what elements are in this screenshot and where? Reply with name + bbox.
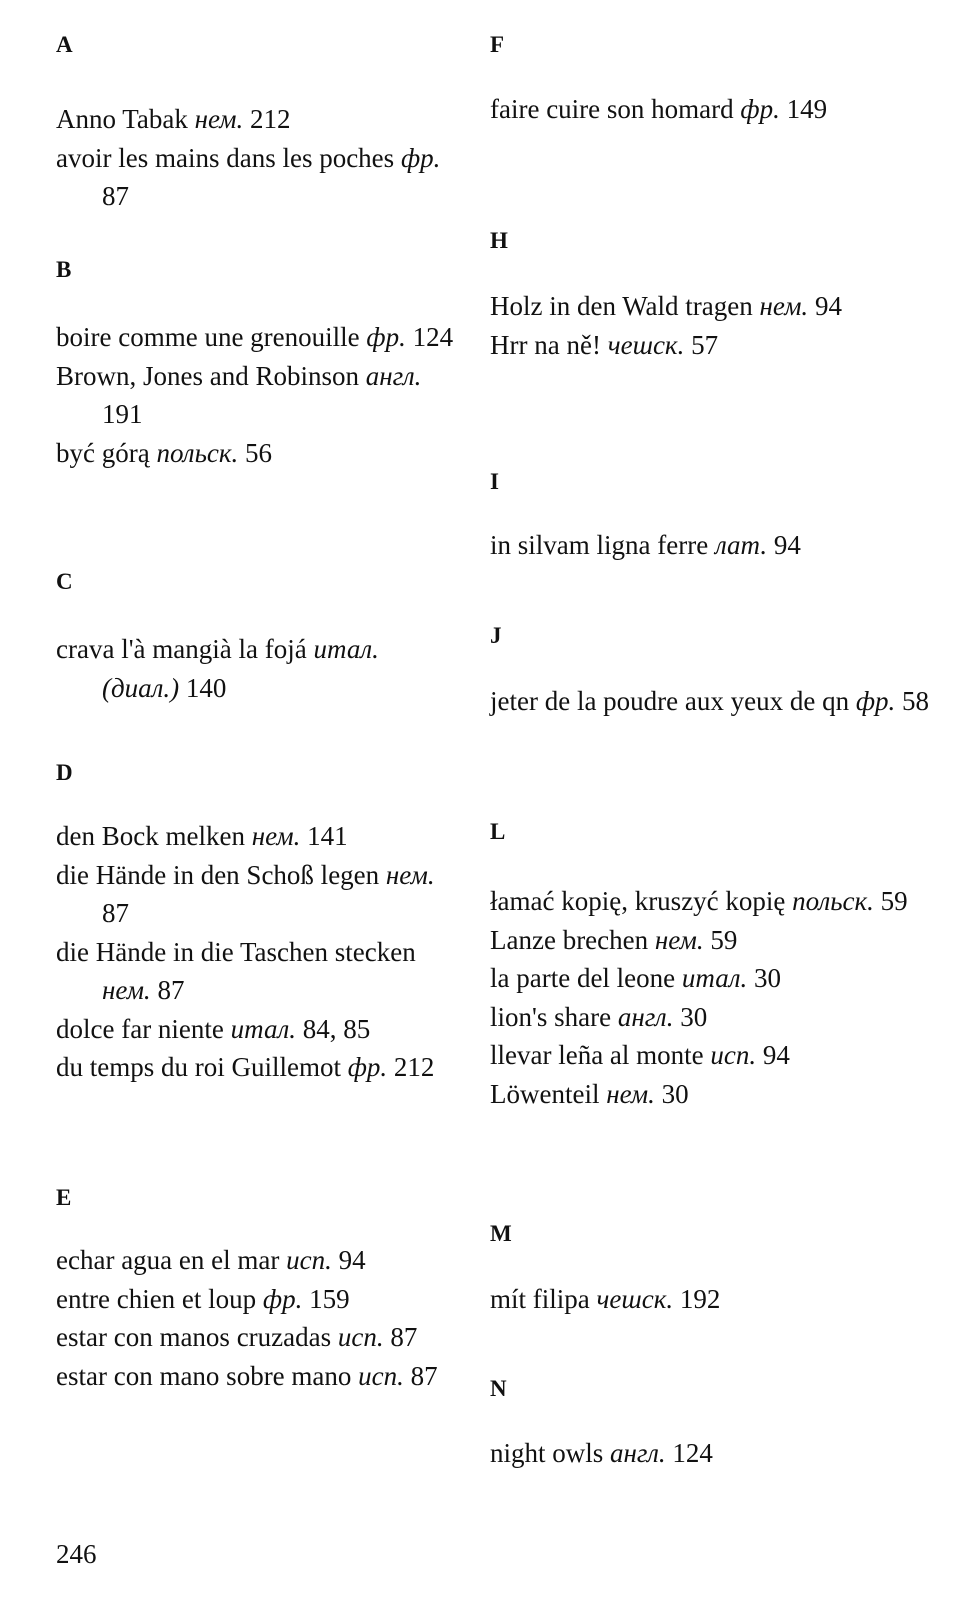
entry-pages: 58 [902, 686, 930, 716]
entry-language: лат. [714, 530, 768, 560]
index-entry [56, 1357, 456, 1396]
entry-list-e [56, 1241, 456, 1395]
entry-pages: 59 [710, 924, 738, 955]
entry-pages: 94 [762, 1040, 790, 1070]
entry-term: mít filipa [490, 1284, 590, 1314]
entry-term: być górą [56, 437, 150, 468]
index-entry [490, 1036, 930, 1075]
index-entry [56, 1318, 456, 1357]
entry-language: англ. [365, 360, 422, 391]
entry-list-m [490, 1280, 930, 1319]
section-letter-l: L [490, 819, 506, 844]
entry-pages: 84, 85 [302, 1013, 371, 1044]
entry-language: нем. [385, 859, 435, 890]
entry-language: англ. [617, 1001, 674, 1032]
entry-language: фр. [855, 686, 896, 716]
index-entry [490, 959, 930, 998]
entry-term: Holz in den Wald tragen [490, 291, 753, 321]
entry-pages: 87 [157, 975, 185, 1005]
entry-language: фр. [262, 1283, 303, 1314]
entry-list-c [56, 630, 456, 707]
index-entry [490, 998, 930, 1037]
index-entry [490, 1434, 930, 1473]
entry-term: crava l'à mangià la fojá [56, 634, 307, 664]
entry-term: entre chien et loup [56, 1283, 257, 1314]
index-entry [490, 682, 930, 721]
entry-language: фр. [366, 322, 406, 352]
page-number: 246 [56, 1539, 97, 1569]
index-entry [490, 526, 930, 565]
entry-pages: 30 [754, 963, 782, 993]
index-entry [56, 1010, 456, 1049]
entry-list-a [56, 100, 456, 216]
entry-pages: 159 [309, 1283, 350, 1314]
section-letter-h: H [490, 228, 508, 253]
section-letter-i: I [490, 469, 499, 494]
entry-term: avoir les mains dans les poches [56, 142, 395, 173]
entry-term: Hrr na ně! [490, 329, 601, 360]
section-letter-d: D [56, 760, 73, 785]
entry-term: Anno Tabak [56, 104, 188, 134]
entry-language: исп. [337, 1322, 384, 1352]
index-entry [490, 1075, 930, 1114]
entry-language: фр. [347, 1052, 388, 1082]
index-entry [490, 921, 930, 960]
entry-list-l [490, 882, 930, 1113]
index-entry [490, 90, 930, 129]
entry-pages: 56 [244, 437, 272, 468]
entry-language: итал. [230, 1013, 297, 1044]
entry-term: Brown, Jones and Robinson [56, 360, 359, 391]
entry-list-i [490, 526, 930, 565]
entry-pages: 212 [393, 1052, 435, 1082]
entry-language: фр. [740, 94, 780, 124]
entry-term: in silvam ligna ferre [490, 530, 709, 560]
entry-list-j [490, 682, 930, 721]
index-entry [56, 1048, 456, 1087]
section-letter-f: F [490, 32, 505, 57]
entry-language: нем. [759, 291, 809, 321]
entry-language: исп. [286, 1245, 332, 1275]
entry-term: dolce far niente [56, 1013, 224, 1044]
section-letter-m: M [490, 1221, 512, 1246]
entry-list-f [490, 90, 930, 129]
entry-term: den Bock melken [56, 821, 245, 851]
entry-language: итал. (диал.) [102, 634, 379, 703]
entry-pages: 192 [679, 1284, 721, 1314]
entry-term: boire comme une grenouille [56, 322, 360, 352]
entry-pages: 87 [102, 181, 129, 211]
entry-term: łamać kopię, kruszyć kopię [490, 886, 786, 916]
index-entry [56, 1280, 456, 1319]
index-entry [490, 287, 930, 326]
entry-pages: 57 [691, 329, 719, 360]
entry-term: estar con mano sobre mano [56, 1360, 352, 1391]
entry-list-n [490, 1434, 930, 1473]
entry-pages: 94 [773, 530, 801, 560]
index-entry [490, 882, 930, 921]
section-letter-c: C [56, 569, 73, 594]
entry-language: польск. [156, 437, 239, 468]
entry-pages: 87 [410, 1360, 438, 1391]
section-letter-n: N [490, 1376, 507, 1401]
entry-language: польск. [792, 886, 874, 916]
entry-language: нем. [102, 975, 151, 1005]
index-entry [490, 1280, 930, 1319]
entry-term: llevar leña al monte [490, 1040, 704, 1070]
entry-term: jeter de la poudre aux yeux de qn [490, 686, 850, 716]
entry-pages: 30 [661, 1078, 689, 1109]
entry-pages: 87 [390, 1322, 418, 1352]
index-entry [490, 326, 930, 365]
entry-pages: 124 [672, 1438, 713, 1468]
entry-term: echar agua en el mar [56, 1245, 280, 1275]
entry-term: lion's share [490, 1001, 612, 1032]
index-entry [56, 630, 456, 707]
entry-language: исп. [358, 1360, 404, 1391]
index-entry [56, 817, 456, 856]
index-entry [56, 1241, 456, 1280]
entry-term: la parte del leone [490, 963, 676, 993]
entry-language: чешск. [607, 329, 685, 360]
entry-list-b [56, 318, 456, 472]
entry-term: night owls [490, 1438, 604, 1468]
entry-language: фр. [400, 142, 441, 173]
entry-pages: 94 [814, 291, 842, 321]
section-letter-e: E [56, 1185, 72, 1210]
index-entry [56, 856, 456, 933]
entry-language: нем. [606, 1078, 655, 1109]
index-entry [56, 318, 456, 357]
entry-pages: 140 [185, 672, 227, 703]
entry-pages: 191 [102, 399, 143, 429]
section-letter-b: B [56, 257, 72, 282]
entry-list-d [56, 817, 456, 1087]
entry-term: estar con manos cruzadas [56, 1322, 332, 1352]
entry-term: die Hände in die Taschen stecken [56, 936, 416, 967]
entry-language: итал. [681, 963, 748, 993]
index-entry [56, 100, 456, 139]
entry-pages: 94 [338, 1245, 366, 1275]
index-entry [56, 434, 456, 473]
entry-term: die Hände in den Schoß legen [56, 859, 380, 890]
index-entry [56, 357, 456, 434]
entry-language: нем. [194, 104, 244, 134]
entry-language: чешск. [596, 1284, 674, 1314]
entry-term: du temps du roi Guillemot [56, 1052, 341, 1082]
entry-pages: 149 [786, 94, 828, 124]
entry-pages: 59 [880, 886, 908, 916]
entry-term: Löwenteil [490, 1078, 600, 1109]
entry-term: Lanze brechen [490, 924, 649, 955]
section-letter-a: A [56, 32, 73, 57]
entry-language: нем. [251, 821, 301, 851]
entry-pages: 124 [412, 322, 454, 352]
entry-pages: 87 [102, 898, 129, 928]
entry-term: faire cuire son homard [490, 94, 734, 124]
entry-language: исп. [710, 1040, 757, 1070]
entry-pages: 212 [250, 104, 291, 134]
entry-language: англ. [610, 1438, 666, 1468]
entry-language: нем. [654, 924, 704, 955]
entry-list-h [490, 287, 930, 364]
entry-pages: 30 [680, 1001, 708, 1032]
entry-pages: 141 [307, 821, 348, 851]
index-entry [56, 933, 456, 1010]
index-entry [56, 139, 456, 216]
section-letter-j: J [490, 623, 502, 648]
